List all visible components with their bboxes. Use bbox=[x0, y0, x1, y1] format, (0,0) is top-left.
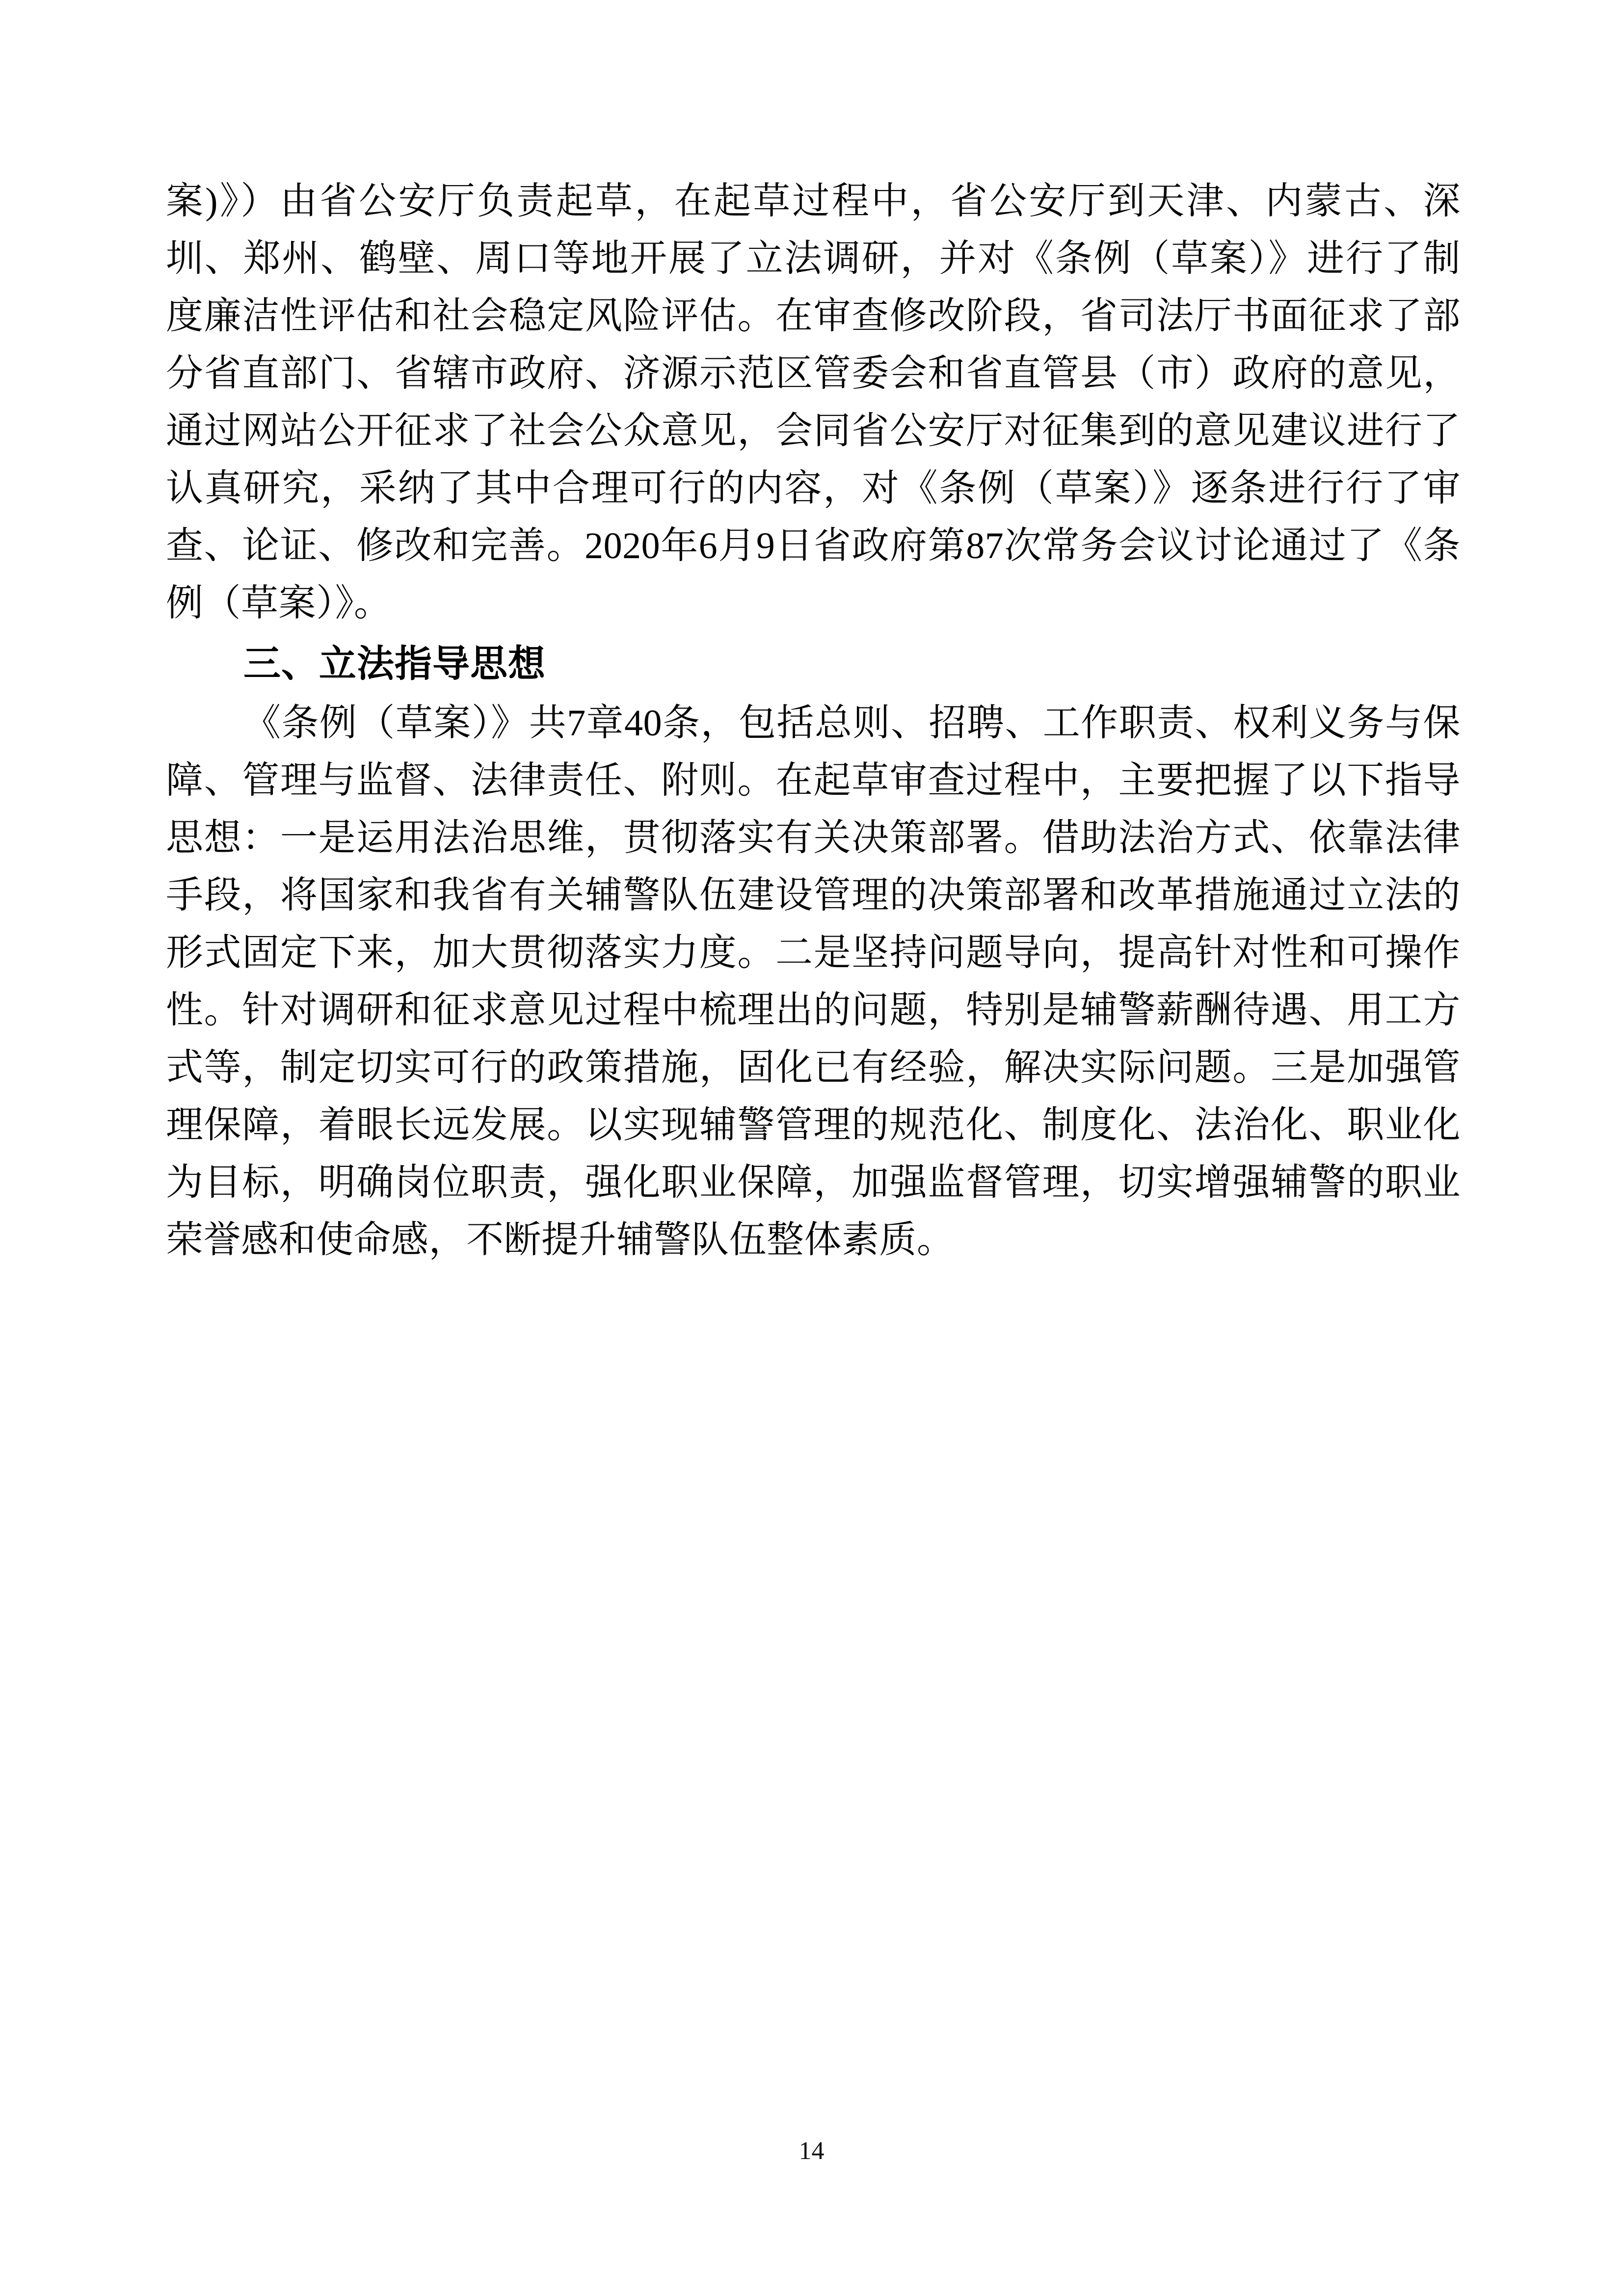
paragraph-guiding-principles: 《条例（草案）》共7章40条，包括总则、招聘、工作职责、权利义务与保障、管理与监督、法律责任、附则。在起草审查过程中，主要把握了以下指导思想：一是运用法治思维，贯彻落实有关决策部署。借助法治方式、依靠法律手段，将国家和我省有关辅警队伍建设管理的决策部署和改革措施通过立法的形式固定下来，加大贯彻落实力度。二是坚持问题导向，提高针对性和可操作性。针对调研和征求意见过程中梳理出的问题，特别是辅警薪酬待遇、用工方式等，制定切实可行的政策措施，固化已有经验，解决实际问题。三是加强管理保障，着眼长远发展。以实现辅警管理的规范化、制度化、法治化、职业化为目标，明确岗位职责，强化职业保障，加强监督管理，切实增强辅警的职业荣誉感和使命感，不断提升辅警队伍整体素质。 bbox=[166, 702, 1461, 1261]
page-number-footer: 14 bbox=[798, 2137, 825, 2165]
section-heading-three: 三、立法指导思想 bbox=[243, 643, 546, 685]
paragraph-continuation: 案)》）由省公安厅负责起草，在起草过程中，省公安厅到天津、内蒙古、深圳、郑州、鹤壁、周口等地开展了立法调研，并对《条例（草案）》进行了制度廉洁性评估和社会稳定风险评估。在审查修改阶段，省司法厅书面征求了部分省直部门、省辖市政府、济源示范区管委会和省直管县（市）政府的意见，通过网站公开征求了社会公众意见，会同省公安厅对征集到的意见建议进行了认真研究，采纳了其中合理可行的内容，对《条例（草案）》逐条进行行了审查、论证、修改和完善。2020年6月9日省政府第87次常务会议讨论通过了《条例（草案）》。 bbox=[166, 181, 1461, 624]
page-content bbox=[166, 173, 1461, 1269]
